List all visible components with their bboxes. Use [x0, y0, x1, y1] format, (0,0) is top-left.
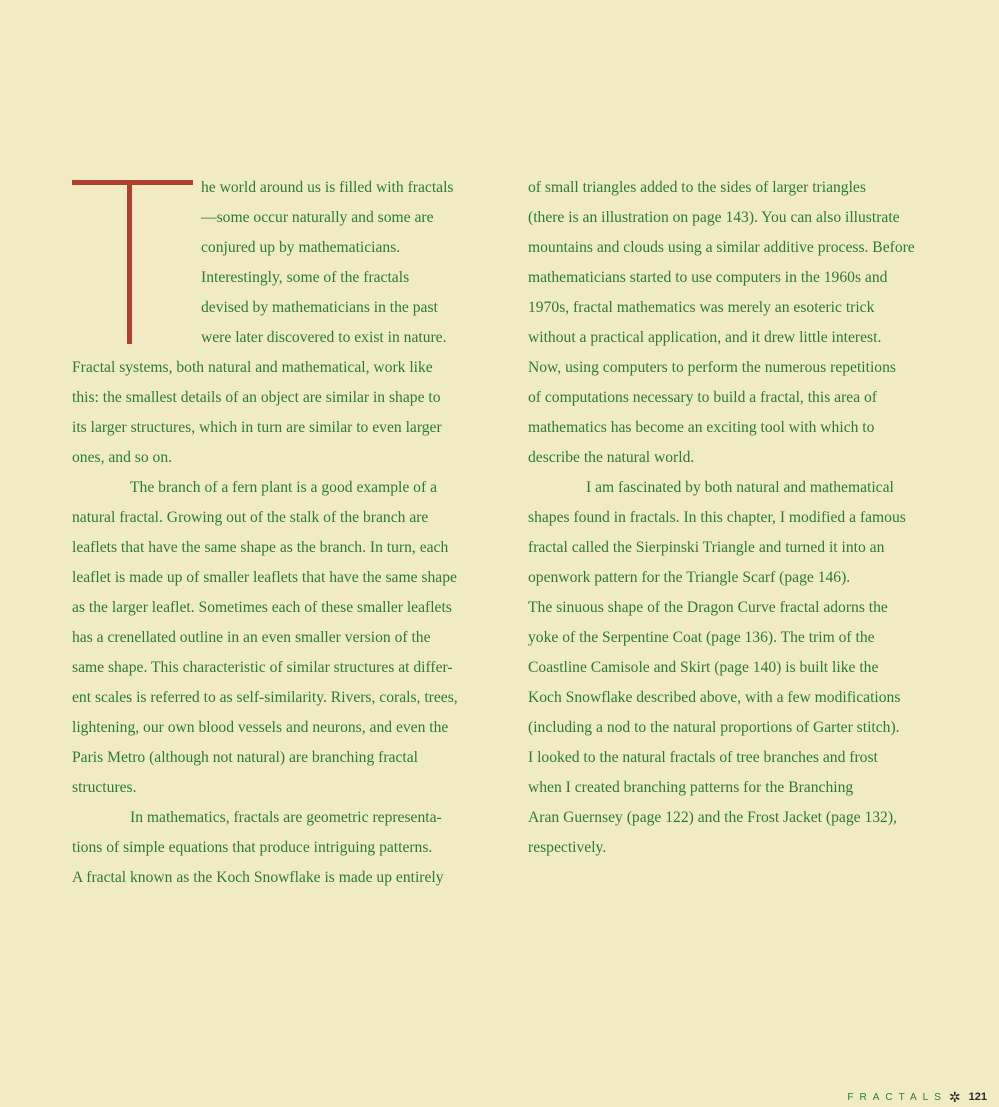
text-line: (there is an illustration on page 143). You can also illustrate	[528, 209, 900, 226]
text-line: Aran Guernsey (page 122) and the Frost Jacket (page 132),	[528, 809, 897, 826]
text-line: mountains and clouds using a similar additive process. Before	[528, 239, 915, 256]
text-line: lightening, our own blood vessels and neurons, and even the	[72, 719, 449, 736]
text-line: fractal called the Sierpinski Triangle and turned it into an	[528, 539, 885, 556]
text-line: ones, and so on.	[72, 449, 173, 466]
text-line: The branch of a fern plant is a good example of a	[130, 479, 437, 496]
text-line: shapes found in fractals. In this chapter, I modified a famous	[528, 509, 906, 526]
running-footer	[847, 1090, 987, 1104]
text-line: I looked to the natural fractals of tree branches and frost	[528, 749, 878, 766]
text-line: leaflets that have the same shape as the branch. In turn, each	[72, 539, 449, 556]
text-line: 1970s, fractal mathematics was merely an esoteric trick	[528, 299, 875, 316]
text-line: Paris Metro (although not natural) are branching fractal	[72, 749, 418, 766]
text-line: this: the smallest details of an object are similar in shape to	[72, 389, 441, 406]
text-line: conjured up by mathematicians.	[201, 239, 401, 256]
text-line: —some occur naturally and some are	[201, 209, 434, 226]
text-line: describe the natural world.	[528, 449, 695, 466]
text-line: Coastline Camisole and Skirt (page 140) is built like the	[528, 659, 879, 676]
right-column	[528, 173, 933, 863]
text-line: yoke of the Serpentine Coat (page 136). The trim of the	[528, 629, 875, 646]
text-line: tions of simple equations that produce intriguing patterns.	[72, 839, 433, 856]
text-line: devised by mathematicians in the past	[201, 299, 438, 316]
left-column	[72, 173, 472, 893]
text-line: natural fractal. Growing out of the stalk of the branch are	[72, 509, 429, 526]
text-line: he world around us is filled with fractals	[201, 179, 454, 196]
text-line: mathematicians started to use computers in the 1960s and	[528, 269, 888, 286]
text-line: same shape. This characteristic of similar structures at differ-	[72, 659, 453, 676]
page-number: 121	[968, 1091, 987, 1103]
text-line: In mathematics, fractals are geometric representa-	[130, 809, 442, 826]
text-line: respectively.	[528, 839, 607, 856]
text-line: openwork pattern for the Triangle Scarf (page 146).	[528, 569, 851, 586]
text-line: Koch Snowflake described above, with a few modifications	[528, 689, 901, 706]
section-title: FRACTALS	[847, 1091, 947, 1103]
text-line: its larger structures, which in turn are similar to even larger	[72, 419, 442, 436]
text-line: Interestingly, some of the fractals	[201, 269, 410, 286]
text-line: ent scales is referred to as self-similarity. Rivers, corals, trees,	[72, 689, 458, 706]
text-line: as the larger leaflet. Sometimes each of these smaller leaflets	[72, 599, 452, 616]
text-line: I am fascinated by both natural and mathematical	[586, 479, 894, 496]
text-line: has a crenellated outline in an even smaller version of the	[72, 629, 431, 646]
text-line: structures.	[72, 779, 137, 796]
text-line: of small triangles added to the sides of larger triangles	[528, 179, 866, 196]
text-line: were later discovered to exist in nature.	[201, 329, 447, 346]
text-line: leaflet is made up of smaller leaflets that have the same shape	[72, 569, 457, 586]
text-line: Now, using computers to perform the numerous repetitions	[528, 359, 896, 376]
text-line: A fractal known as the Koch Snowflake is made up entirely	[72, 869, 444, 886]
text-line: without a practical application, and it drew little interest.	[528, 329, 882, 346]
text-line: when I created branching patterns for the Branching	[528, 779, 854, 796]
text-line: The sinuous shape of the Dragon Curve fractal adorns the	[528, 599, 888, 616]
text-line: of computations necessary to build a fractal, this area of	[528, 389, 878, 406]
text-line: mathematics has become an exciting tool with which to	[528, 419, 875, 436]
asterisk-star-icon: ✲	[948, 1089, 961, 1105]
text-line: (including a nod to the natural proportions of Garter stitch).	[528, 719, 900, 736]
text-line: Fractal systems, both natural and mathematical, work like	[72, 359, 433, 376]
